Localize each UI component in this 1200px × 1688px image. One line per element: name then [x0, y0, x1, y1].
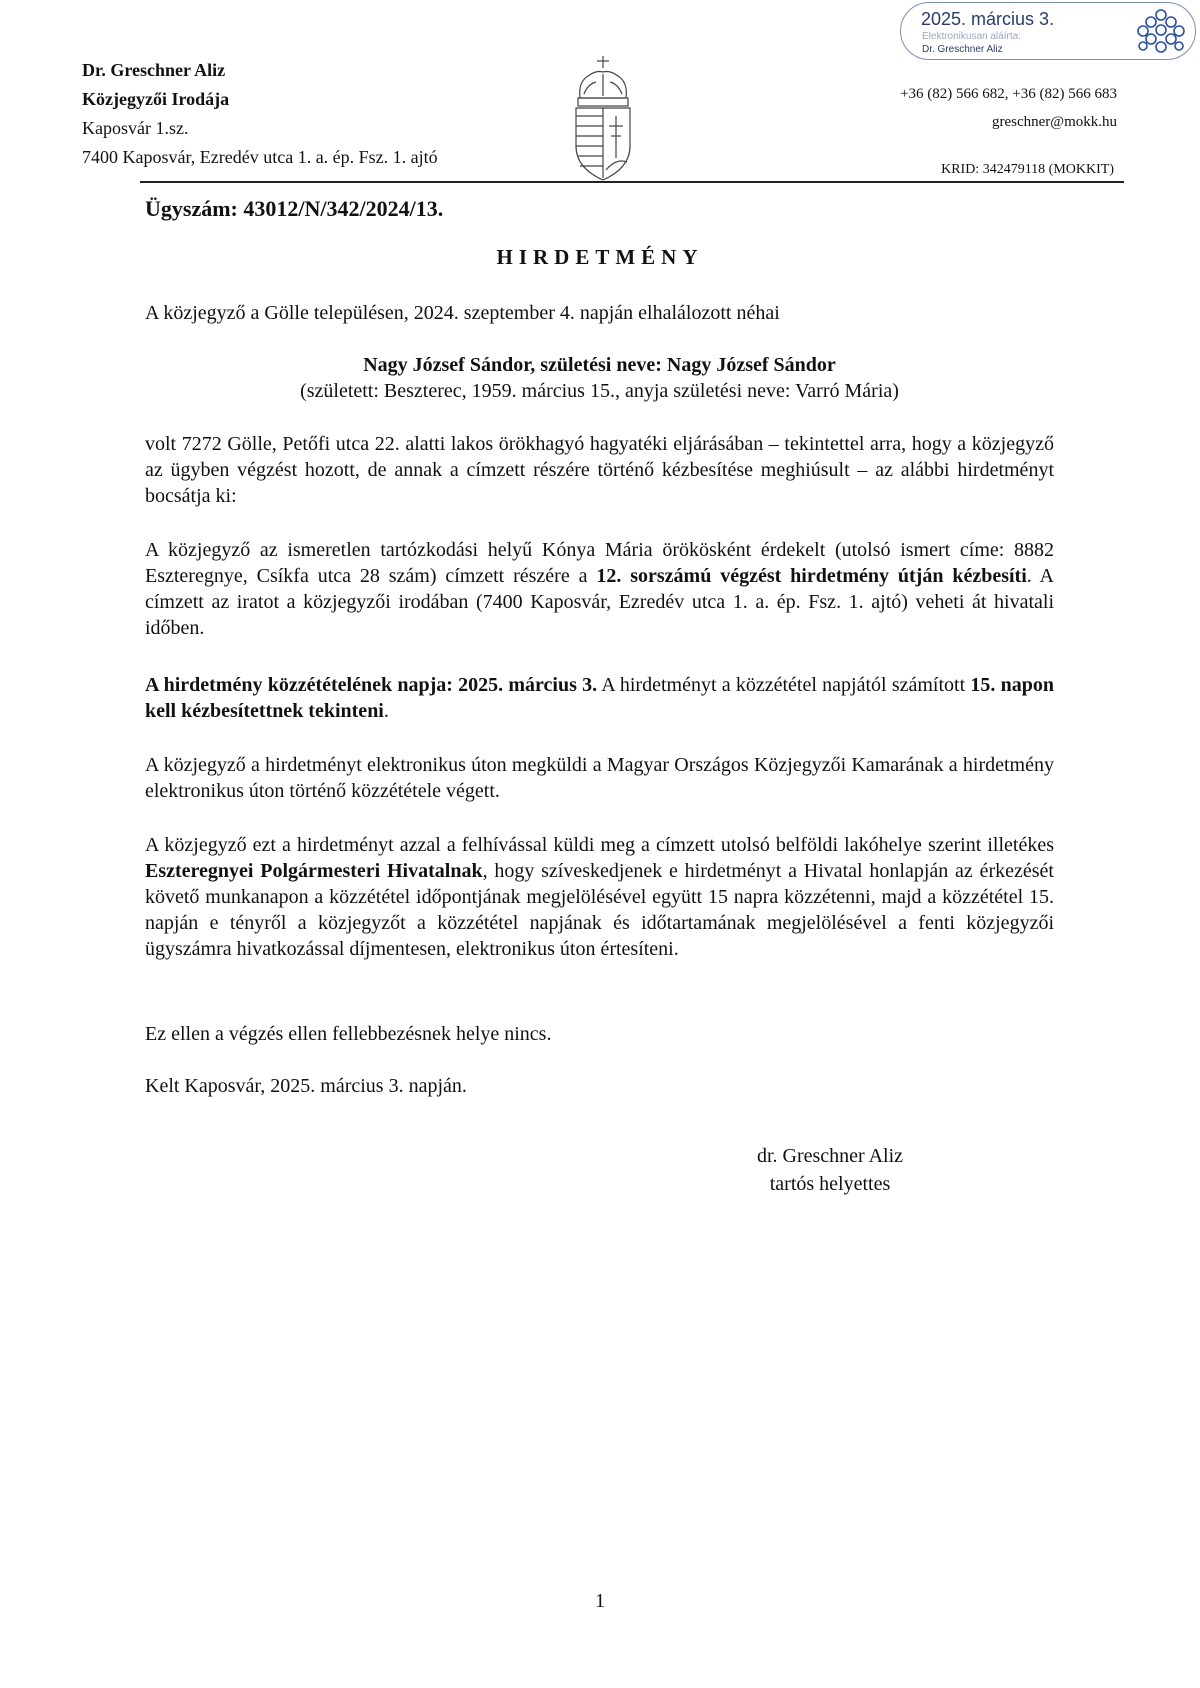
signature-block: [700, 1142, 960, 1198]
paragraph-5: [145, 832, 1054, 962]
paragraph-4: [145, 752, 1054, 804]
paragraph-6-text: Ez ellen a végzés ellen fellebbezésnek helye nincs.: [145, 1023, 552, 1045]
p2-text-c: . A címzett az iratot a közjegyzői irodában (7400 Kaposvár, Ezredév utca 1. a. ép. Fsz. 1. ajtó) veheti át hivatali időben.: [145, 565, 1054, 639]
deceased-name: Nagy József Sándor, születési neve: Nagy József Sándor: [363, 354, 836, 376]
deceased-details: (született: Beszterec, 1959. március 15., anyja születési neve: Varró Mária): [300, 380, 899, 402]
intro-paragraph: [145, 300, 1054, 326]
page-number: 1: [595, 1590, 605, 1612]
paragraph-6: [145, 1021, 1054, 1047]
paragraph-3: [145, 672, 1054, 724]
p2-text-a: A közjegyző az ismeretlen tartózkodási helyű Kónya Mária örökösként érdekelt (utolsó ismert címe: 8882 Eszteregnye, Csíkfa utca 28 szám) címzett részére a: [145, 539, 1054, 587]
email-address: greschner@mokk.hu: [991, 114, 1117, 130]
office-title: Közjegyzői Irodája: [82, 89, 230, 109]
intro-text: A közjegyző a Gölle településen, 2024. szeptember 4. napján elhalálozott néhai: [145, 302, 780, 324]
p5-text-b: Eszteregnyei Polgármesteri Hivatalnak: [145, 860, 483, 882]
header-divider: [140, 181, 1124, 183]
office-line3: Kaposvár 1.sz.: [82, 118, 189, 138]
paragraph-2: [145, 537, 1054, 641]
coat-of-arms-icon: [566, 54, 640, 186]
paragraph-7: [145, 1073, 1054, 1099]
p3-text-d: .: [383, 700, 389, 722]
stamp-date: 2025. március 3.: [921, 9, 1055, 29]
document-title: HIRDETMÉNY: [496, 245, 704, 269]
signer-name: dr. Greschner Aliz: [756, 1145, 904, 1167]
p3-text-b: A hirdetményt a közzététel napjától számított: [597, 674, 971, 696]
p5-text-c: , hogy szíveskedjenek e hirdetményt a Hivatal honlapján az érkezését követő munkanapon a közzététel időpontjának megjelölésével együtt 15 napra közzétenni, majd a közzététel 15. napján e tényről a közjegyzőt a közzététel napjának és időtartamának megjelölésével a fenti közjegyzői ügyszámra hivatkozással díjmentesen, elektronikus úton értesíteni.: [145, 860, 1054, 960]
p5-text-a: A közjegyző ezt a hirdetményt azzal a felhívással küldi meg a címzett utolsó belföldi lakóhelye szerint illetékes: [145, 834, 1054, 856]
office-name: Dr. Greschner Aliz: [82, 60, 226, 80]
paragraph-1: [145, 431, 1054, 509]
paragraph-7-text: Kelt Kaposvár, 2025. március 3. napján.: [145, 1075, 467, 1097]
stamp-signer: Dr. Greschner Aliz: [922, 44, 1003, 55]
p2-text-b: 12. sorszámú végzést hirdetmény útján kézbesíti: [596, 565, 1027, 587]
office-block: [82, 56, 438, 172]
signer-role: tartós helyettes: [769, 1173, 891, 1195]
office-address: 7400 Kaposvár, Ezredév utca 1. a. ép. Fsz. 1. ajtó: [82, 147, 438, 167]
deceased-block: [145, 352, 1054, 404]
notary-chamber-logo-icon: [1133, 6, 1189, 56]
p3-text-c: 15. napon kell kézbesítettnek tekinteni: [145, 674, 1055, 722]
stamp-note: Elektronikusan aláírta:: [922, 31, 1021, 42]
p3-text-a: A hirdetmény közzétételének napja: 2025. március 3.: [145, 674, 598, 696]
paragraph-4-text: A közjegyző a hirdetményt elektronikus úton megküldi a Magyar Országos Közjegyzői Kamarának a hirdetmény elektronikus úton történő közzététele végett.: [145, 754, 1054, 802]
contact-block: [900, 80, 1117, 136]
case-number: Ügyszám: 43012/N/342/2024/13.: [145, 196, 444, 221]
paragraph-1-text: volt 7272 Gölle, Petőfi utca 22. alatti lakos örökhagyó hagyatéki eljárásában – tekintettel arra, hogy a közjegyző az ügyben végzést hozott, de annak a címzett részére történő kézbesítése meghiúsult – az alábbi hirdetményt bocsátja ki:: [145, 433, 1054, 507]
phone-numbers: +36 (82) 566 682, +36 (82) 566 683: [900, 86, 1117, 102]
e-signature-stamp: [900, 2, 1196, 60]
krid-id: KRID: 342479118 (MOKKIT): [941, 162, 1114, 177]
